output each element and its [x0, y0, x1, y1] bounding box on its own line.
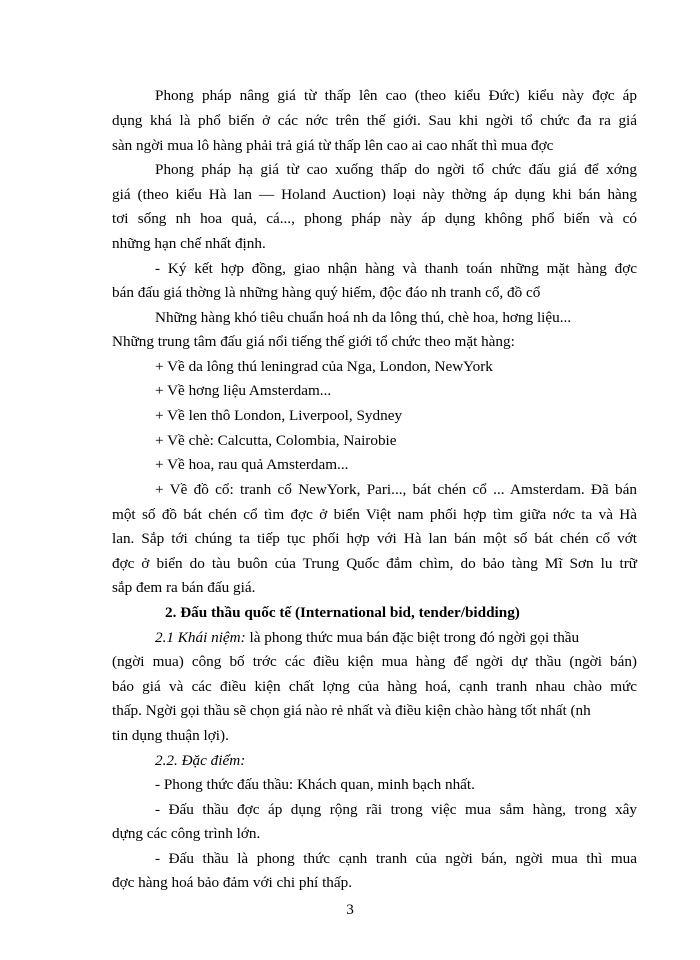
paragraph-line: - Đấu thầu là phong thức cạnh tranh của ngời bán, ngời mua thì mua [155, 850, 637, 867]
paragraph-line: - Ký kết hợp đồng, giao nhận hàng và thanh toán những mặt hàng đợc [155, 260, 637, 277]
paragraph-line: tin dụng thuận lợi). [112, 727, 229, 744]
paragraph-line: sắp đem ra bán đấu giá. [112, 579, 256, 596]
features-label: 2.2. Đặc điểm: [155, 752, 246, 769]
paragraph-line: tơi sống nh hoa quả, cá..., phong pháp này áp dụng không phổ biến và có [112, 210, 637, 227]
section-heading: 2. Đấu thầu quốc tế (International bid, tender/bidding) [165, 604, 520, 621]
paragraph-line: những hạn chế nhất định. [112, 235, 266, 252]
list-item: + Về đồ cổ: tranh cổ NewYork, Pari..., bát chén cổ ... Amsterdam. Đã bán [155, 481, 637, 498]
paragraph-line: lan. Sắp tới chúng ta tiếp tục phối hợp với Hà lan bán một số bát chén cổ vớt [112, 530, 637, 547]
paragraph-line: đợc hàng hoá bảo đảm với chi phí thấp. [112, 874, 353, 891]
paragraph-line: một số đồ bát chén cổ tìm đợc ở biển Việt nam phối hợp tìm giữa nớc ta và Hà [112, 506, 637, 523]
paragraph-line: Những trung tâm đấu giá nổi tiếng thế giới tổ chức theo mặt hàng: [112, 333, 515, 350]
paragraph-line: Những hàng khó tiêu chuẩn hoá nh da lông thú, chè hoa, hơng liệu... [155, 309, 572, 326]
concept-text: là phong thức mua bán đặc biệt trong đó ngời gọi thầu [249, 629, 580, 646]
list-item: + Về da lông thú leningrad của Nga, London, NewYork [155, 358, 493, 375]
concept-first-line [155, 628, 637, 648]
paragraph-line: giá (theo kiểu Hà lan — Holand Auction) loại này thờng áp dụng khi bán hàng [112, 186, 637, 203]
list-item: + Về chè: Calcutta, Colombia, Nairobie [155, 432, 397, 449]
paragraph-line: đợc ở biển do tàu buôn của Trung Quốc đắm chìm, do bảo tàng Mĩ Sơn lu trữ [112, 555, 637, 572]
paragraph-line: dụng khá là phổ biến ở các nớc trên thế giới. Sau khi ngời tổ chức đa ra giá [112, 112, 637, 129]
paragraph-line: thấp. Ngời gọi thầu sẽ chọn giá nào rẻ nhất và điều kiện chào hàng tốt nhất (nh [112, 702, 591, 719]
paragraph-line: (ngời mua) công bố trớc các điều kiện mua hàng để ngời dự thầu (ngời bán) [112, 653, 637, 670]
paragraph-line: sàn ngời mua lô hàng phải trả giá từ thấp lên cao ai cao nhất thì mua đợc [112, 137, 554, 154]
paragraph-line: - Phong thức đấu thầu: Khách quan, minh bạch nhất. [155, 776, 475, 793]
paragraph-line: bán đấu giá thờng là những hàng quý hiếm, độc đáo nh tranh cổ, đồ cổ [112, 284, 541, 301]
list-item: + Về hơng liệu Amsterdam... [155, 382, 332, 399]
paragraph-line: Phong pháp nâng giá từ thấp lên cao (theo kiểu Đức) kiểu này đợc áp [155, 87, 637, 104]
page-number: 3 [346, 901, 354, 918]
list-item: + Về len thô London, Liverpool, Sydney [155, 407, 403, 424]
paragraph-line: Phong pháp hạ giá từ cao xuống thấp do ngời tổ chức đấu giá để xớng [155, 161, 637, 178]
paragraph-line: - Đấu thầu đợc áp dụng rộng rãi trong việc mua sắm hàng, trong xây [155, 801, 637, 818]
list-item: + Về hoa, rau quả Amsterdam... [155, 456, 349, 473]
paragraph-line: dựng các công trình lớn. [112, 825, 261, 842]
paragraph-line: báo giá và các điều kiện chất lợng của hàng hoá, cạnh tranh nhau chào mức [112, 678, 637, 695]
concept-label: 2.1 Khái niệm: [155, 629, 246, 646]
